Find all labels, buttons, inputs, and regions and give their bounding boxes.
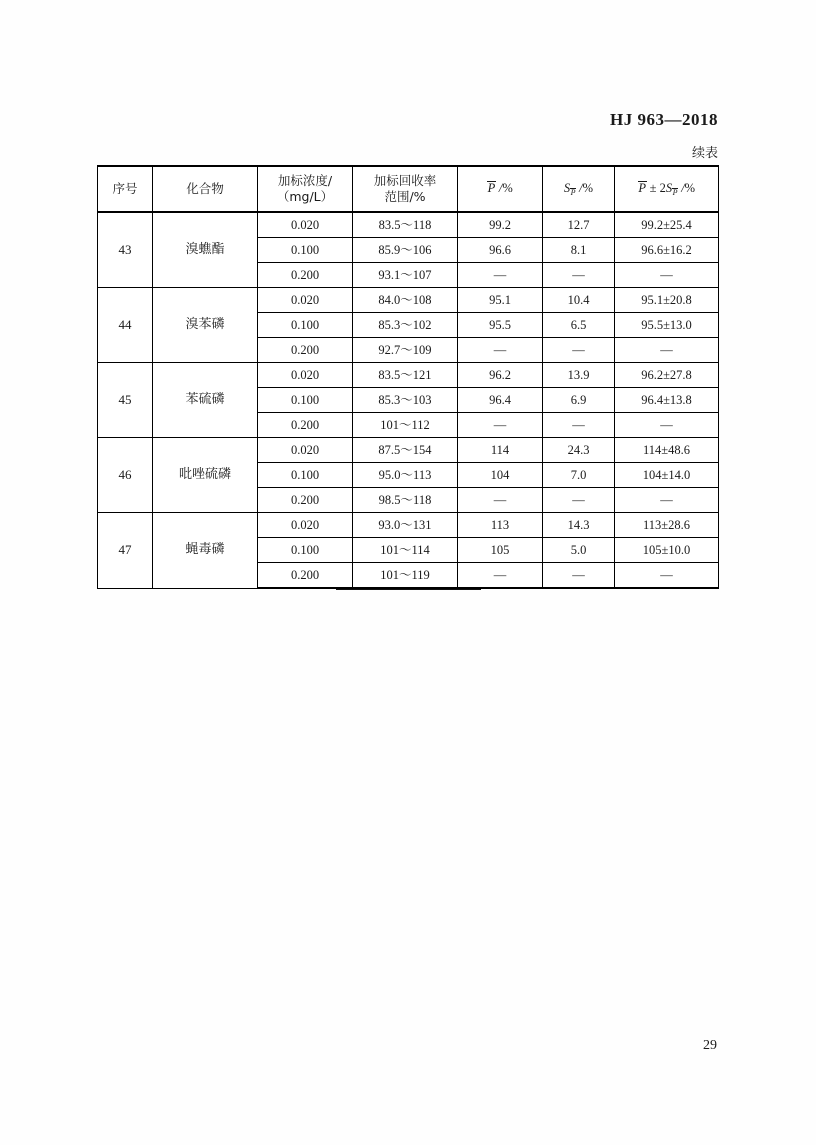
cell-recovery-range: 93.1～107 bbox=[353, 263, 458, 288]
cell-std-dev: — bbox=[543, 413, 615, 438]
cell-mean-recovery: 104 bbox=[458, 463, 543, 488]
cell-compound: 溴蟭酯 bbox=[153, 212, 258, 288]
header-std-dev: $S_P$ /% bbox=[543, 166, 615, 212]
cell-mean-plus-2sd: 96.4±13.8 bbox=[615, 388, 719, 413]
cell-concentration: 0.020 bbox=[258, 363, 353, 388]
end-of-document-rule bbox=[336, 589, 481, 590]
page-number: 29 bbox=[703, 1038, 717, 1053]
cell-mean-recovery: 113 bbox=[458, 513, 543, 538]
cell-mean-recovery: 96.6 bbox=[458, 238, 543, 263]
cell-index: 47 bbox=[98, 513, 153, 589]
table-header-row bbox=[98, 166, 719, 212]
cell-mean-recovery: — bbox=[458, 413, 543, 438]
cell-concentration: 0.100 bbox=[258, 313, 353, 338]
cell-index: 43 bbox=[98, 212, 153, 288]
header-spike-concentration bbox=[258, 166, 353, 212]
recovery-data-table-wrapper bbox=[97, 165, 718, 589]
header-compound: 化合物 bbox=[153, 166, 258, 212]
cell-recovery-range: 92.7～109 bbox=[353, 338, 458, 363]
cell-recovery-range: 101～114 bbox=[353, 538, 458, 563]
cell-std-dev: 6.9 bbox=[543, 388, 615, 413]
cell-mean-plus-2sd: 104±14.0 bbox=[615, 463, 719, 488]
header-recovery-range-line2: 范围/% bbox=[384, 189, 426, 204]
cell-recovery-range: 85.3～103 bbox=[353, 388, 458, 413]
table-row bbox=[98, 513, 719, 538]
cell-std-dev: 5.0 bbox=[543, 538, 615, 563]
cell-mean-plus-2sd: 96.6±16.2 bbox=[615, 238, 719, 263]
cell-recovery-range: 85.3～102 bbox=[353, 313, 458, 338]
cell-recovery-range: 84.0～108 bbox=[353, 288, 458, 313]
cell-recovery-range: 85.9～106 bbox=[353, 238, 458, 263]
cell-index: 46 bbox=[98, 438, 153, 513]
cell-mean-recovery: — bbox=[458, 488, 543, 513]
cell-concentration: 0.020 bbox=[258, 438, 353, 463]
cell-mean-recovery: 95.5 bbox=[458, 313, 543, 338]
table-row bbox=[98, 212, 719, 238]
cell-concentration: 0.200 bbox=[258, 563, 353, 589]
cell-std-dev: 10.4 bbox=[543, 288, 615, 313]
table-continued-caption: 续表 bbox=[691, 146, 718, 161]
cell-recovery-range: 83.5～121 bbox=[353, 363, 458, 388]
cell-compound: 溴苯磷 bbox=[153, 288, 258, 363]
cell-concentration: 0.200 bbox=[258, 413, 353, 438]
cell-mean-plus-2sd: — bbox=[615, 413, 719, 438]
header-index: 序号 bbox=[98, 166, 153, 212]
cell-std-dev: 12.7 bbox=[543, 212, 615, 238]
cell-recovery-range: 98.5～118 bbox=[353, 488, 458, 513]
cell-recovery-range: 93.0～131 bbox=[353, 513, 458, 538]
cell-std-dev: — bbox=[543, 563, 615, 589]
cell-recovery-range: 87.5～154 bbox=[353, 438, 458, 463]
cell-mean-recovery: 105 bbox=[458, 538, 543, 563]
cell-concentration: 0.100 bbox=[258, 238, 353, 263]
cell-mean-plus-2sd: 105±10.0 bbox=[615, 538, 719, 563]
cell-mean-plus-2sd: — bbox=[615, 563, 719, 589]
standard-code-header: HJ 963—2018 bbox=[610, 110, 718, 129]
header-mean-recovery: P /% bbox=[458, 166, 543, 212]
cell-concentration: 0.200 bbox=[258, 488, 353, 513]
cell-concentration: 0.100 bbox=[258, 388, 353, 413]
cell-mean-plus-2sd: — bbox=[615, 263, 719, 288]
cell-std-dev: 14.3 bbox=[543, 513, 615, 538]
cell-std-dev: 13.9 bbox=[543, 363, 615, 388]
cell-recovery-range: 101～119 bbox=[353, 563, 458, 589]
cell-concentration: 0.020 bbox=[258, 212, 353, 238]
cell-compound: 苯硫磷 bbox=[153, 363, 258, 438]
cell-mean-plus-2sd: — bbox=[615, 488, 719, 513]
cell-index: 45 bbox=[98, 363, 153, 438]
cell-index: 44 bbox=[98, 288, 153, 363]
table-header bbox=[98, 166, 719, 212]
cell-mean-recovery: 114 bbox=[458, 438, 543, 463]
cell-mean-plus-2sd: — bbox=[615, 338, 719, 363]
cell-recovery-range: 101～112 bbox=[353, 413, 458, 438]
header-spike-concentration-line1: 加标浓度/ bbox=[277, 173, 333, 189]
cell-std-dev: 8.1 bbox=[543, 238, 615, 263]
cell-recovery-range: 83.5～118 bbox=[353, 212, 458, 238]
cell-std-dev: — bbox=[543, 338, 615, 363]
cell-mean-plus-2sd: 99.2±25.4 bbox=[615, 212, 719, 238]
cell-mean-recovery: 96.2 bbox=[458, 363, 543, 388]
table-row bbox=[98, 438, 719, 463]
recovery-data-table bbox=[97, 165, 719, 589]
cell-mean-recovery: — bbox=[458, 338, 543, 363]
header-recovery-range-line1: 加标回收率 bbox=[373, 173, 437, 189]
cell-concentration: 0.020 bbox=[258, 288, 353, 313]
cell-mean-plus-2sd: 95.1±20.8 bbox=[615, 288, 719, 313]
cell-mean-plus-2sd: 114±48.6 bbox=[615, 438, 719, 463]
cell-std-dev: — bbox=[543, 488, 615, 513]
cell-concentration: 0.200 bbox=[258, 338, 353, 363]
cell-mean-recovery: 96.4 bbox=[458, 388, 543, 413]
table-row bbox=[98, 288, 719, 313]
header-spike-concentration-line2: （mg/L） bbox=[276, 189, 334, 204]
cell-recovery-range: 95.0～113 bbox=[353, 463, 458, 488]
cell-mean-recovery: 99.2 bbox=[458, 212, 543, 238]
cell-concentration: 0.100 bbox=[258, 538, 353, 563]
cell-concentration: 0.100 bbox=[258, 463, 353, 488]
cell-std-dev: 24.3 bbox=[543, 438, 615, 463]
cell-std-dev: 6.5 bbox=[543, 313, 615, 338]
cell-std-dev: — bbox=[543, 263, 615, 288]
cell-mean-plus-2sd: 95.5±13.0 bbox=[615, 313, 719, 338]
cell-concentration: 0.020 bbox=[258, 513, 353, 538]
cell-mean-recovery: — bbox=[458, 263, 543, 288]
cell-mean-plus-2sd: 113±28.6 bbox=[615, 513, 719, 538]
cell-compound: 吡唑硫磷 bbox=[153, 438, 258, 513]
cell-mean-recovery: — bbox=[458, 563, 543, 589]
table-row bbox=[98, 363, 719, 388]
cell-mean-plus-2sd: 96.2±27.8 bbox=[615, 363, 719, 388]
cell-compound: 蝇毒磷 bbox=[153, 513, 258, 589]
table-body bbox=[98, 212, 719, 588]
cell-mean-recovery: 95.1 bbox=[458, 288, 543, 313]
header-recovery-range bbox=[353, 166, 458, 212]
header-mean-plus-2sd: $P \pm 2S_P$ /% bbox=[615, 166, 719, 212]
cell-concentration: 0.200 bbox=[258, 263, 353, 288]
cell-std-dev: 7.0 bbox=[543, 463, 615, 488]
